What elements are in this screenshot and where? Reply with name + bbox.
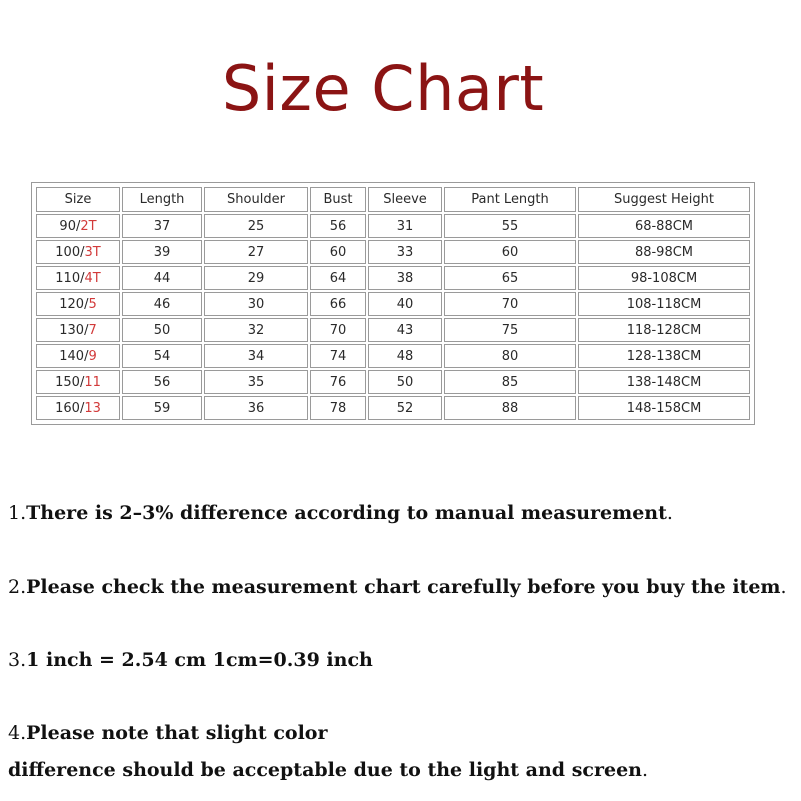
table-row bbox=[36, 240, 750, 264]
length-cell: 46 bbox=[122, 292, 202, 316]
table-row bbox=[36, 370, 750, 394]
height-cell: 128-138CM bbox=[578, 344, 750, 368]
pant-length-cell: 75 bbox=[444, 318, 576, 342]
note-text: There is 2–3% difference according to manual measurement bbox=[26, 502, 667, 524]
size-alt: 3T bbox=[84, 244, 101, 260]
shoulder-cell: 36 bbox=[204, 396, 308, 420]
size-cell bbox=[36, 266, 120, 290]
shoulder-cell: 25 bbox=[204, 214, 308, 238]
size-cell bbox=[36, 396, 120, 420]
shoulder-cell: 27 bbox=[204, 240, 308, 264]
size-main: 130/ bbox=[59, 322, 89, 338]
size-alt: 7 bbox=[88, 322, 97, 338]
length-cell: 37 bbox=[122, 214, 202, 238]
table-row bbox=[36, 214, 750, 238]
size-chart-table bbox=[31, 182, 755, 425]
shoulder-cell: 32 bbox=[204, 318, 308, 342]
sleeve-cell: 48 bbox=[368, 344, 442, 368]
sleeve-cell: 43 bbox=[368, 318, 442, 342]
page-title: Size Chart bbox=[221, 52, 545, 125]
note-number: 2 bbox=[8, 576, 21, 598]
sleeve-cell: 31 bbox=[368, 214, 442, 238]
size-alt: 11 bbox=[84, 374, 101, 390]
note-end: . bbox=[780, 576, 787, 598]
sleeve-cell: 40 bbox=[368, 292, 442, 316]
height-cell: 118-128CM bbox=[578, 318, 750, 342]
size-cell bbox=[36, 240, 120, 264]
sleeve-cell: 50 bbox=[368, 370, 442, 394]
length-cell: 50 bbox=[122, 318, 202, 342]
note-text: Please note that slight color bbox=[26, 722, 328, 744]
length-cell: 59 bbox=[122, 396, 202, 420]
pant-length-cell: 60 bbox=[444, 240, 576, 264]
bust-cell: 70 bbox=[310, 318, 366, 342]
size-main: 150/ bbox=[55, 374, 85, 390]
pant-length-cell: 80 bbox=[444, 344, 576, 368]
bust-cell: 76 bbox=[310, 370, 366, 394]
table-row bbox=[36, 292, 750, 316]
bust-cell: 64 bbox=[310, 266, 366, 290]
length-cell: 44 bbox=[122, 266, 202, 290]
sleeve-cell: 33 bbox=[368, 240, 442, 264]
table-header-row bbox=[36, 187, 750, 212]
size-main: 140/ bbox=[59, 348, 89, 364]
note-end: . bbox=[666, 502, 673, 524]
column-header-bust: Bust bbox=[310, 187, 366, 212]
note-4-continued bbox=[8, 759, 648, 781]
note-2: 2.Please check the measurement chart carefully before you buy the item. bbox=[8, 576, 787, 598]
size-alt: 9 bbox=[88, 348, 97, 364]
note-number: 4 bbox=[8, 722, 21, 744]
table-row bbox=[36, 318, 750, 342]
column-header-shoulder: Shoulder bbox=[204, 187, 308, 212]
size-cell bbox=[36, 344, 120, 368]
size-main: 160/ bbox=[55, 400, 85, 416]
bust-cell: 78 bbox=[310, 396, 366, 420]
sleeve-cell: 38 bbox=[368, 266, 442, 290]
shoulder-cell: 29 bbox=[204, 266, 308, 290]
note-1: 1.There is 2–3% difference according to manual measurement. bbox=[8, 502, 673, 524]
length-cell: 54 bbox=[122, 344, 202, 368]
length-cell: 56 bbox=[122, 370, 202, 394]
height-cell: 108-118CM bbox=[578, 292, 750, 316]
size-alt: 5 bbox=[88, 296, 97, 312]
sleeve-cell: 52 bbox=[368, 396, 442, 420]
size-main: 100/ bbox=[55, 244, 85, 260]
bust-cell: 74 bbox=[310, 344, 366, 368]
note-text: difference should be acceptable due to the light and screen bbox=[8, 759, 642, 781]
shoulder-cell: 30 bbox=[204, 292, 308, 316]
size-cell bbox=[36, 292, 120, 316]
size-cell bbox=[36, 370, 120, 394]
height-cell: 68-88CM bbox=[578, 214, 750, 238]
size-cell bbox=[36, 214, 120, 238]
bust-cell: 56 bbox=[310, 214, 366, 238]
note-text: Please check the measurement chart carefully before you buy the item bbox=[26, 576, 781, 598]
height-cell: 138-148CM bbox=[578, 370, 750, 394]
table-row bbox=[36, 266, 750, 290]
size-main: 90/ bbox=[59, 218, 81, 234]
size-alt: 4T bbox=[84, 270, 101, 286]
column-header-suggest-height: Suggest Height bbox=[578, 187, 750, 212]
size-cell bbox=[36, 318, 120, 342]
pant-length-cell: 65 bbox=[444, 266, 576, 290]
size-main: 110/ bbox=[55, 270, 85, 286]
height-cell: 148-158CM bbox=[578, 396, 750, 420]
pant-length-cell: 88 bbox=[444, 396, 576, 420]
note-number: 3 bbox=[8, 649, 21, 671]
pant-length-cell: 70 bbox=[444, 292, 576, 316]
size-alt: 13 bbox=[84, 400, 101, 416]
column-header-length: Length bbox=[122, 187, 202, 212]
column-header-pant-length: Pant Length bbox=[444, 187, 576, 212]
table-row bbox=[36, 344, 750, 368]
shoulder-cell: 34 bbox=[204, 344, 308, 368]
table-row bbox=[36, 396, 750, 420]
shoulder-cell: 35 bbox=[204, 370, 308, 394]
size-main: 120/ bbox=[59, 296, 89, 312]
bust-cell: 66 bbox=[310, 292, 366, 316]
note-3: 3.1 inch = 2.54 cm 1cm=0.39 inch bbox=[8, 649, 373, 671]
column-header-size: Size bbox=[36, 187, 120, 212]
note-end: . bbox=[641, 759, 649, 781]
note-number: 1 bbox=[8, 502, 21, 524]
pant-length-cell: 85 bbox=[444, 370, 576, 394]
pant-length-cell: 55 bbox=[444, 214, 576, 238]
note-4: 4.Please note that slight color bbox=[8, 722, 328, 744]
size-alt: 2T bbox=[80, 218, 97, 234]
column-header-sleeve: Sleeve bbox=[368, 187, 442, 212]
length-cell: 39 bbox=[122, 240, 202, 264]
height-cell: 88-98CM bbox=[578, 240, 750, 264]
note-text: 1 inch = 2.54 cm 1cm=0.39 inch bbox=[26, 649, 373, 671]
bust-cell: 60 bbox=[310, 240, 366, 264]
height-cell: 98-108CM bbox=[578, 266, 750, 290]
